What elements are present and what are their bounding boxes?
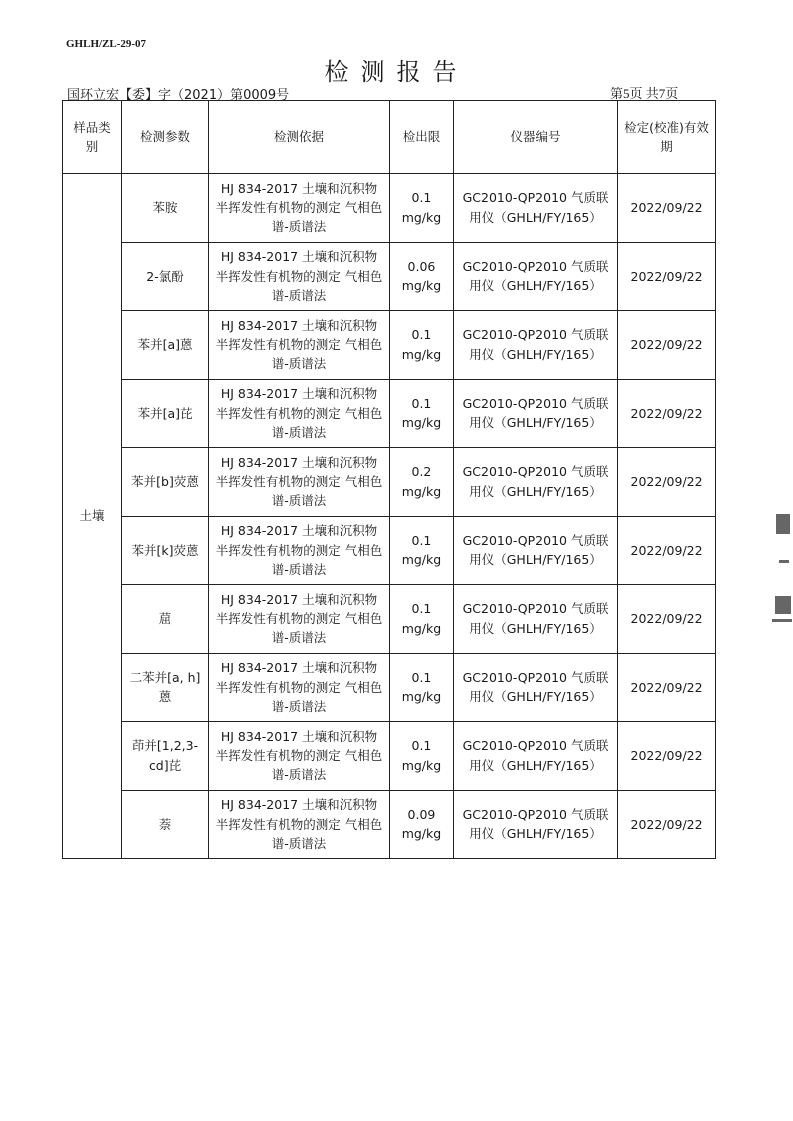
- report-number: 国环立宏【委】字（2021）第0009号: [67, 88, 290, 103]
- param-cell: 苯并[a]蒽: [121, 311, 208, 380]
- edge-stamp-mark: [776, 514, 790, 534]
- validity-cell: 2022/09/22: [618, 653, 716, 722]
- basis-cell: HJ 834-2017 土壤和沉积物 半挥发性有机物的测定 气相色谱-质谱法: [209, 516, 390, 585]
- table-row: [63, 174, 716, 243]
- table-row: [63, 311, 716, 380]
- param-cell: 萘: [121, 790, 208, 859]
- param-cell: 䓛: [121, 585, 208, 654]
- edge-stamp-mark: [775, 596, 791, 614]
- param-cell: 茚并[1,2,3-cd]芘: [121, 722, 208, 791]
- table-row: [63, 722, 716, 791]
- instrument-cell: GC2010-QP2010 气质联用仪（GHLH/FY/165）: [453, 242, 617, 311]
- sample-category-cell: 土壤: [63, 174, 122, 859]
- header-detection-limit: 检出限: [389, 101, 453, 174]
- page-indicator: 第5页 共7页: [610, 86, 679, 101]
- header-calibration-validity: 检定(校准)有效期: [618, 101, 716, 174]
- report-title: 检测报告: [324, 58, 469, 86]
- basis-cell: HJ 834-2017 土壤和沉积物 半挥发性有机物的测定 气相色谱-质谱法: [209, 448, 390, 517]
- instrument-cell: GC2010-QP2010 气质联用仪（GHLH/FY/165）: [453, 174, 617, 243]
- instrument-cell: GC2010-QP2010 气质联用仪（GHLH/FY/165）: [453, 653, 617, 722]
- instrument-cell: GC2010-QP2010 气质联用仪（GHLH/FY/165）: [453, 448, 617, 517]
- limit-cell: 0.1 mg/kg: [389, 722, 453, 791]
- edge-stamp-mark: [772, 619, 792, 622]
- param-cell: 2-氯酚: [121, 242, 208, 311]
- validity-cell: 2022/09/22: [618, 722, 716, 791]
- limit-cell: 0.1 mg/kg: [389, 174, 453, 243]
- validity-cell: 2022/09/22: [618, 448, 716, 517]
- limit-cell: 0.09 mg/kg: [389, 790, 453, 859]
- basis-cell: HJ 834-2017 土壤和沉积物 半挥发性有机物的测定 气相色谱-质谱法: [209, 722, 390, 791]
- basis-cell: HJ 834-2017 土壤和沉积物 半挥发性有机物的测定 气相色谱-质谱法: [209, 653, 390, 722]
- table-row: [63, 379, 716, 448]
- instrument-cell: GC2010-QP2010 气质联用仪（GHLH/FY/165）: [453, 722, 617, 791]
- limit-cell: 0.1 mg/kg: [389, 516, 453, 585]
- validity-cell: 2022/09/22: [618, 585, 716, 654]
- validity-cell: 2022/09/22: [618, 242, 716, 311]
- param-cell: 苯并[b]荧蒽: [121, 448, 208, 517]
- instrument-cell: GC2010-QP2010 气质联用仪（GHLH/FY/165）: [453, 790, 617, 859]
- instrument-cell: GC2010-QP2010 气质联用仪（GHLH/FY/165）: [453, 516, 617, 585]
- limit-cell: 0.2 mg/kg: [389, 448, 453, 517]
- table-row: [63, 585, 716, 654]
- instrument-cell: GC2010-QP2010 气质联用仪（GHLH/FY/165）: [453, 311, 617, 380]
- table-row: [63, 516, 716, 585]
- param-cell: 苯并[a]芘: [121, 379, 208, 448]
- limit-cell: 0.06 mg/kg: [389, 242, 453, 311]
- param-cell: 苯并[k]荧蒽: [121, 516, 208, 585]
- basis-cell: HJ 834-2017 土壤和沉积物 半挥发性有机物的测定 气相色谱-质谱法: [209, 311, 390, 380]
- basis-cell: HJ 834-2017 土壤和沉积物 半挥发性有机物的测定 气相色谱-质谱法: [209, 379, 390, 448]
- basis-cell: HJ 834-2017 土壤和沉积物 半挥发性有机物的测定 气相色谱-质谱法: [209, 174, 390, 243]
- header-test-parameter: 检测参数: [121, 101, 208, 174]
- test-method-table: [62, 100, 716, 859]
- limit-cell: 0.1 mg/kg: [389, 379, 453, 448]
- table-row: [63, 653, 716, 722]
- basis-cell: HJ 834-2017 土壤和沉积物 半挥发性有机物的测定 气相色谱-质谱法: [209, 585, 390, 654]
- table-row: [63, 790, 716, 859]
- basis-cell: HJ 834-2017 土壤和沉积物 半挥发性有机物的测定 气相色谱-质谱法: [209, 242, 390, 311]
- limit-cell: 0.1 mg/kg: [389, 585, 453, 654]
- validity-cell: 2022/09/22: [618, 174, 716, 243]
- limit-cell: 0.1 mg/kg: [389, 311, 453, 380]
- validity-cell: 2022/09/22: [618, 379, 716, 448]
- header-test-basis: 检测依据: [209, 101, 390, 174]
- header-sample-category: 样品类别: [63, 101, 122, 174]
- param-cell: 二苯并[a, h]蒽: [121, 653, 208, 722]
- table-row: [63, 448, 716, 517]
- table-header-row: [63, 101, 716, 174]
- header-instrument-number: 仪器编号: [453, 101, 617, 174]
- instrument-cell: GC2010-QP2010 气质联用仪（GHLH/FY/165）: [453, 585, 617, 654]
- param-cell: 苯胺: [121, 174, 208, 243]
- table-row: [63, 242, 716, 311]
- validity-cell: 2022/09/22: [618, 516, 716, 585]
- document-code: GHLH/ZL-29-07: [66, 38, 147, 50]
- edge-stamp-mark: [779, 560, 789, 563]
- basis-cell: HJ 834-2017 土壤和沉积物 半挥发性有机物的测定 气相色谱-质谱法: [209, 790, 390, 859]
- validity-cell: 2022/09/22: [618, 790, 716, 859]
- instrument-cell: GC2010-QP2010 气质联用仪（GHLH/FY/165）: [453, 379, 617, 448]
- limit-cell: 0.1 mg/kg: [389, 653, 453, 722]
- validity-cell: 2022/09/22: [618, 311, 716, 380]
